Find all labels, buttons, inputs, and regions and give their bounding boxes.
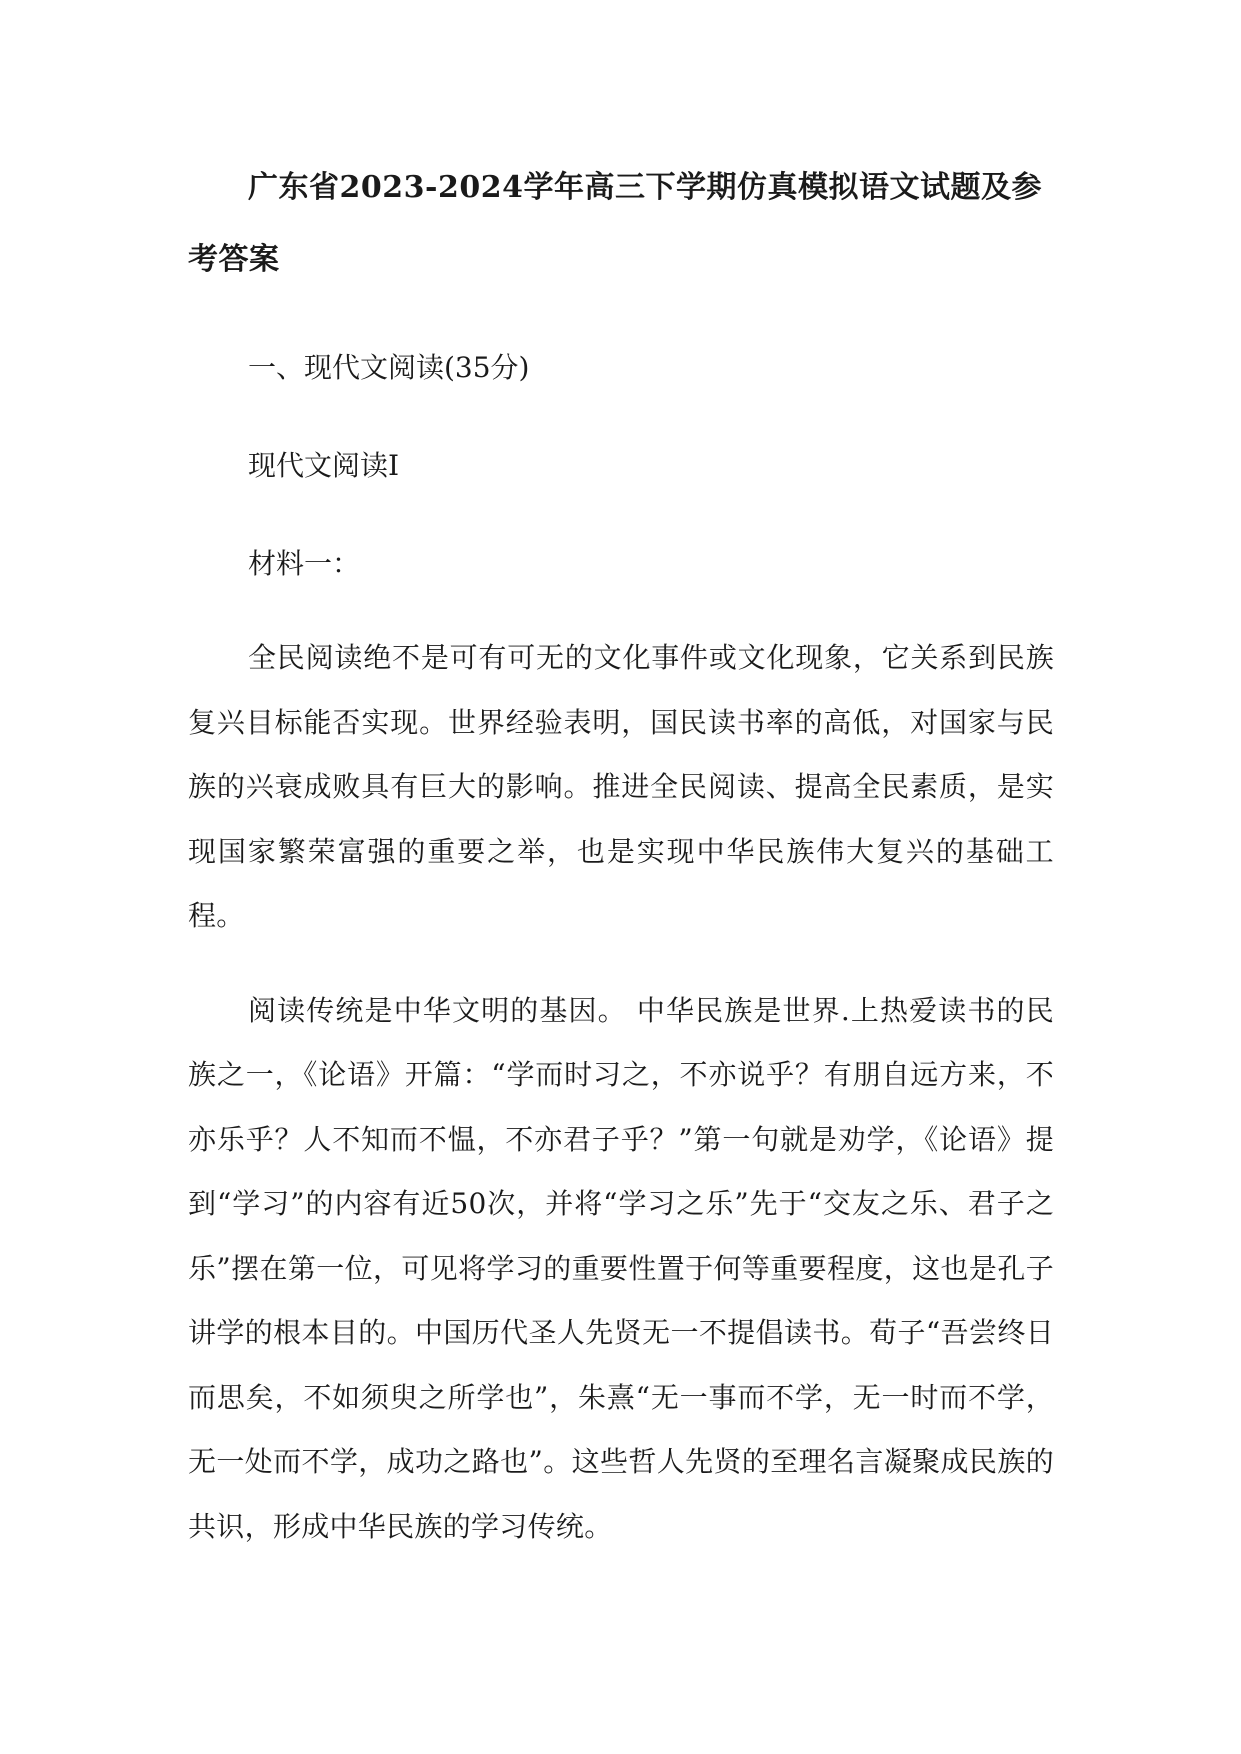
subsection-heading: 现代文阅读Ⅰ: [248, 449, 400, 482]
section-heading: 一、现代文阅读(35分): [248, 351, 530, 384]
document-body: [188, 152, 1054, 1559]
document-title: 广东省2023-2024学年高三下学期仿真模拟语文试题及参考答案: [188, 170, 1042, 277]
material-label: 材料一：: [248, 547, 361, 580]
paragraph-1: 全民阅读绝不是可有可无的文化事件或文化现象，它关系到民族复兴目标能否实现。世界经验表明，国民读书率的高低，对国家与民族的兴衰成败具有巨大的影响。推进全民阅读、提高全民素质，是实现国家繁荣富强的重要之举，也是实现中华民族伟大复兴的基础工程。: [188, 641, 1054, 932]
paragraph-2: 阅读传统是中华文明的基因。 中华民族是世界.上热爱读书的民族之一，《论语》开篇：“学而时习之，不亦说乎？有朋自远方来，不亦乐乎？人不知而不愠，不亦君子乎？”第一句就是劝学，《论语》提到“学习”的内容有近50次，并将“学习之乐”先于“交友之乐、君子之乐”摆在第一位，可见将学习的重要性置于何等重要程度，这也是孔子讲学的根本目的。中国历代圣人先贤无一不提倡读书。荀子“吾尝终日而思矣，不如须臾之所学也”，朱熹“无一事而不学，无一时而不学，无一处而不学，成功之路也”。这些哲人先贤的至理名言凝聚成民族的共识，形成中华民族的学习传统。: [188, 993, 1054, 1543]
